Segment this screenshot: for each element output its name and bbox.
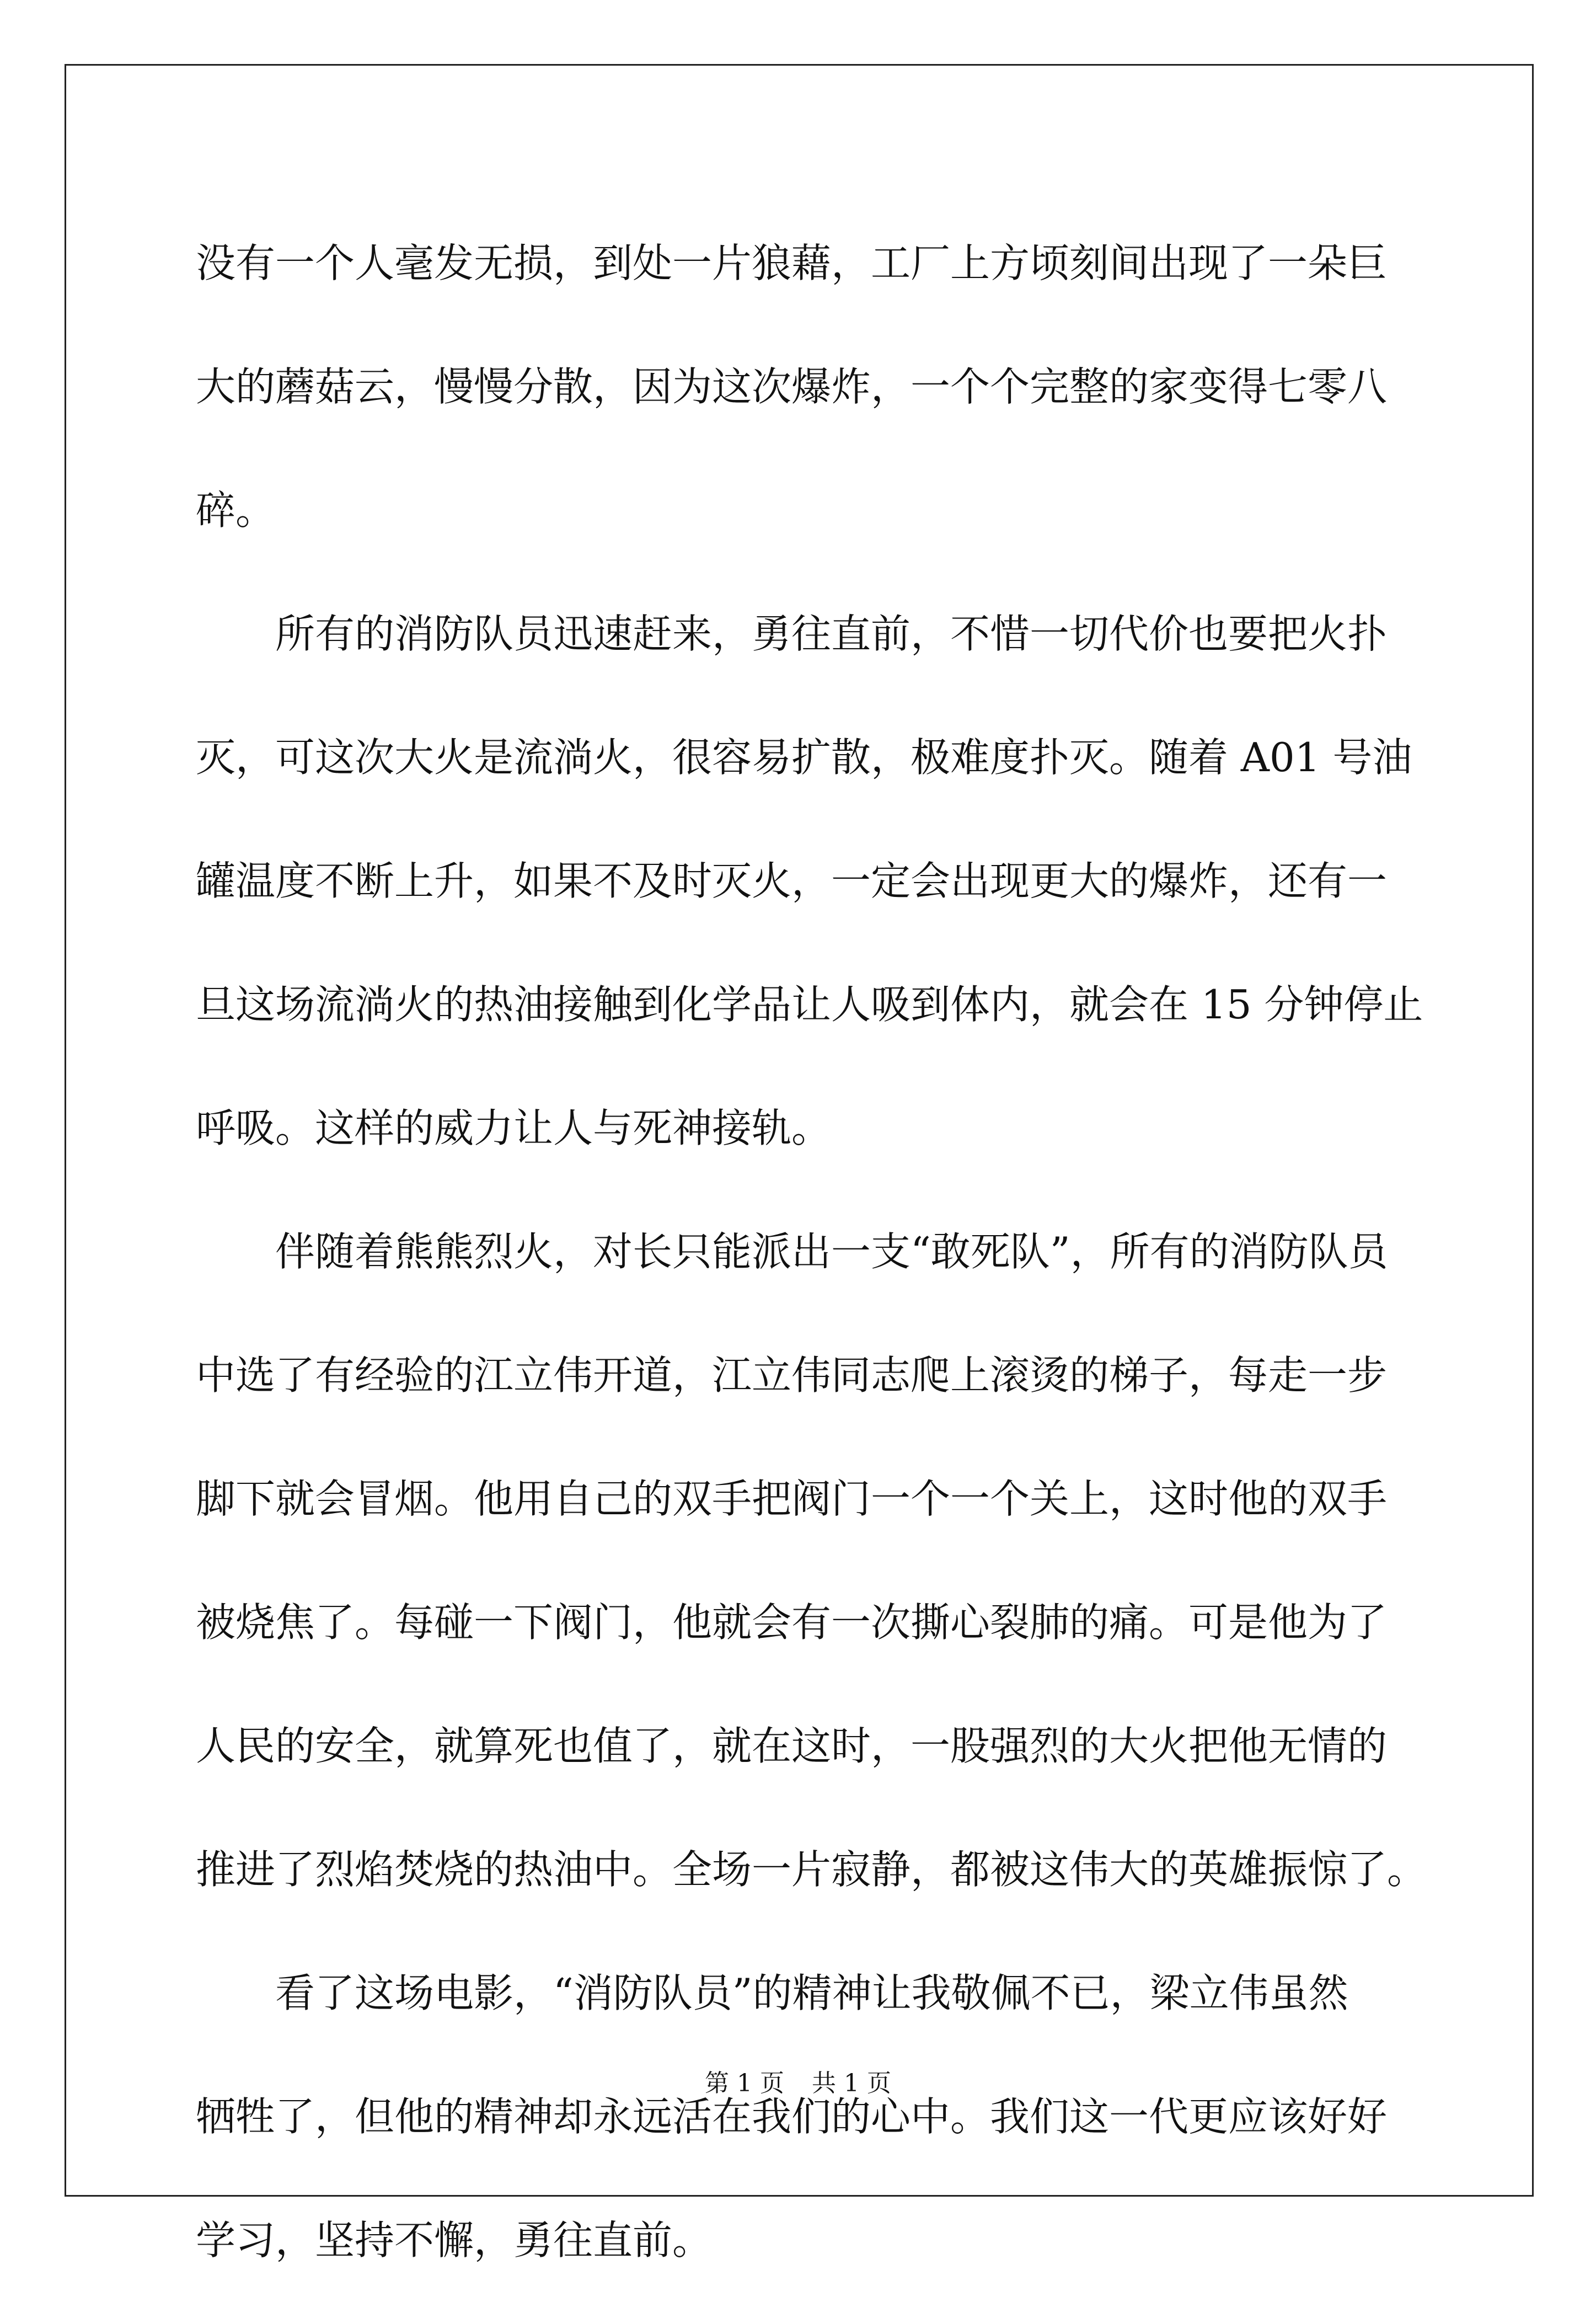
text-line: 人民的安全，就算死也值了，就在这时，一股强烈的大火把他无情的	[196, 1723, 1388, 1769]
text-line: 学习，坚持不懈，勇往直前。	[196, 2217, 713, 2263]
text-line: 推进了烈焰焚烧的热油中。全场一片寂静，都被这伟大的英雄振惊了。	[196, 1846, 1427, 1893]
text-line: 呼吸。这样的威力让人与死神接轨。	[196, 1105, 832, 1151]
text-line: 大的蘑菇云，慢慢分散，因为这次爆炸，一个个完整的家变得七零八	[196, 364, 1388, 410]
text-line: 旦这场流淌火的热油接触到化学品让人吸到体内，就会在 15 分钟停止	[196, 981, 1423, 1028]
page-number: 第 1 页	[705, 2069, 784, 2097]
text-line: 脚下就会冒烟。他用自己的双手把阀门一个一个关上，这时他的双手	[196, 1476, 1388, 1522]
text-line: 中选了有经验的江立伟开道，江立伟同志爬上滚烫的梯子，每走一步	[196, 1352, 1388, 1398]
document-body	[196, 201, 1431, 2302]
text-line: 牺牲了，但他的精神却永远活在我们的心中。我们这一代更应该好好	[196, 2093, 1388, 2140]
text-line: 被烧焦了。每碰一下阀门，他就会有一次撕心裂肺的痛。可是他为了	[196, 1599, 1388, 1646]
text-line: 碎。	[196, 487, 276, 533]
text-line: 没有一个人毫发无损，到处一片狼藉，工厂上方顷刻间出现了一朵巨	[196, 240, 1388, 286]
paragraph-start-line: 所有的消防队员迅速赶来，勇往直前，不惜一切代价也要把火扑	[275, 611, 1388, 657]
paragraph-start-line: 伴随着熊熊烈火，对长只能派出一支“敢死队”，所有的消防队员	[275, 1229, 1388, 1275]
text-line: 罐温度不断上升，如果不及时灭火，一定会出现更大的爆炸，还有一	[196, 858, 1388, 904]
page-total: 共 1 页	[812, 2069, 891, 2097]
paragraph-start-line: 看了这场电影，“消防队员”的精神让我敬佩不已，梁立伟虽然	[275, 1970, 1348, 2016]
page-footer	[0, 2063, 1596, 2098]
text-line: 灭，可这次大火是流淌火，很容易扩散，极难度扑灭。随着 A01 号油	[196, 734, 1412, 781]
